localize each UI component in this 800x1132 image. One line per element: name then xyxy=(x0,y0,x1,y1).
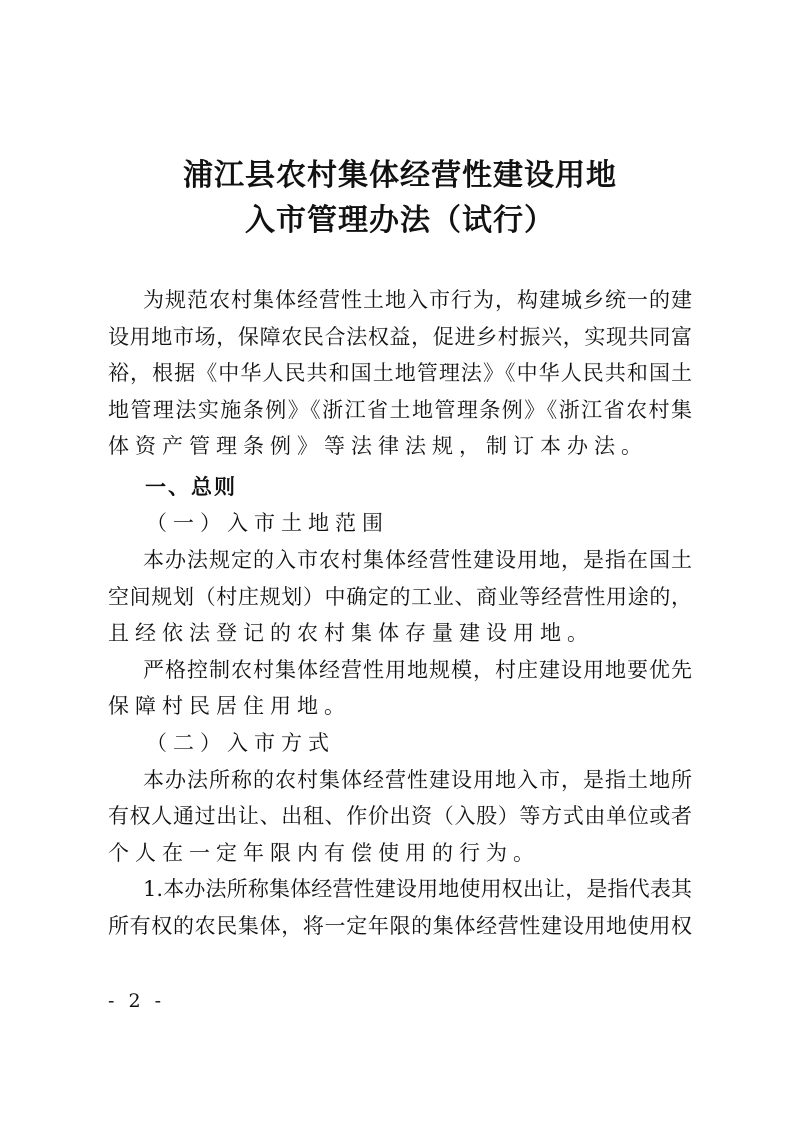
body-line: 空间规划（村庄规划）中确定的工业、商业等经营性用途的， xyxy=(108,585,692,609)
body-line: 且经依法登记的农村集体存量建设用地。 xyxy=(108,621,594,645)
document-title-line-1: 浦江县农村集体经营性建设用地 xyxy=(183,158,617,193)
body-line: 所有权的农民集体，将一定年限的集体经营性建设用地使用权 xyxy=(108,914,692,938)
body-line: 设用地市场，保障农民合法权益，促进乡村振兴，实现共同富 xyxy=(108,325,692,349)
section-heading: 一、总则 xyxy=(145,475,237,499)
document-title-line-2: 入市管理办法（试行） xyxy=(245,203,555,238)
body-line: 1.本办法所称集体经营性建设用地使用权出让，是指代表其 xyxy=(143,877,692,901)
body-line: 体资产管理条例》等法律法规，制订本办法。 xyxy=(108,434,648,458)
body-line: 裕，根据《中华人民共和国土地管理法》《中华人民共和国土 xyxy=(108,361,692,385)
body-line: 保障村民居住用地。 xyxy=(108,694,351,718)
body-line: 个人在一定年限内有偿使用的行为。 xyxy=(108,841,540,865)
subsection-heading: （二）入市方式 xyxy=(146,731,335,755)
page-number: - 2 - xyxy=(108,990,166,1012)
body-line: 地管理法实施条例》《浙江省土地管理条例》《浙江省农村集 xyxy=(108,398,692,422)
body-line: 为规范农村集体经营性土地入市行为，构建城乡统一的建 xyxy=(143,288,692,312)
body-line: 严格控制农村集体经营性用地规模，村庄建设用地要优先 xyxy=(143,658,692,682)
subsection-heading: （一）入市土地范围 xyxy=(146,511,389,535)
body-line: 本办法规定的入市农村集体经营性建设用地，是指在国土 xyxy=(143,548,692,572)
body-line: 有权人通过出让、出租、作价出资（入股）等方式由单位或者 xyxy=(108,804,692,828)
body-line: 本办法所称的农村集体经营性建设用地入市，是指土地所 xyxy=(143,768,692,792)
